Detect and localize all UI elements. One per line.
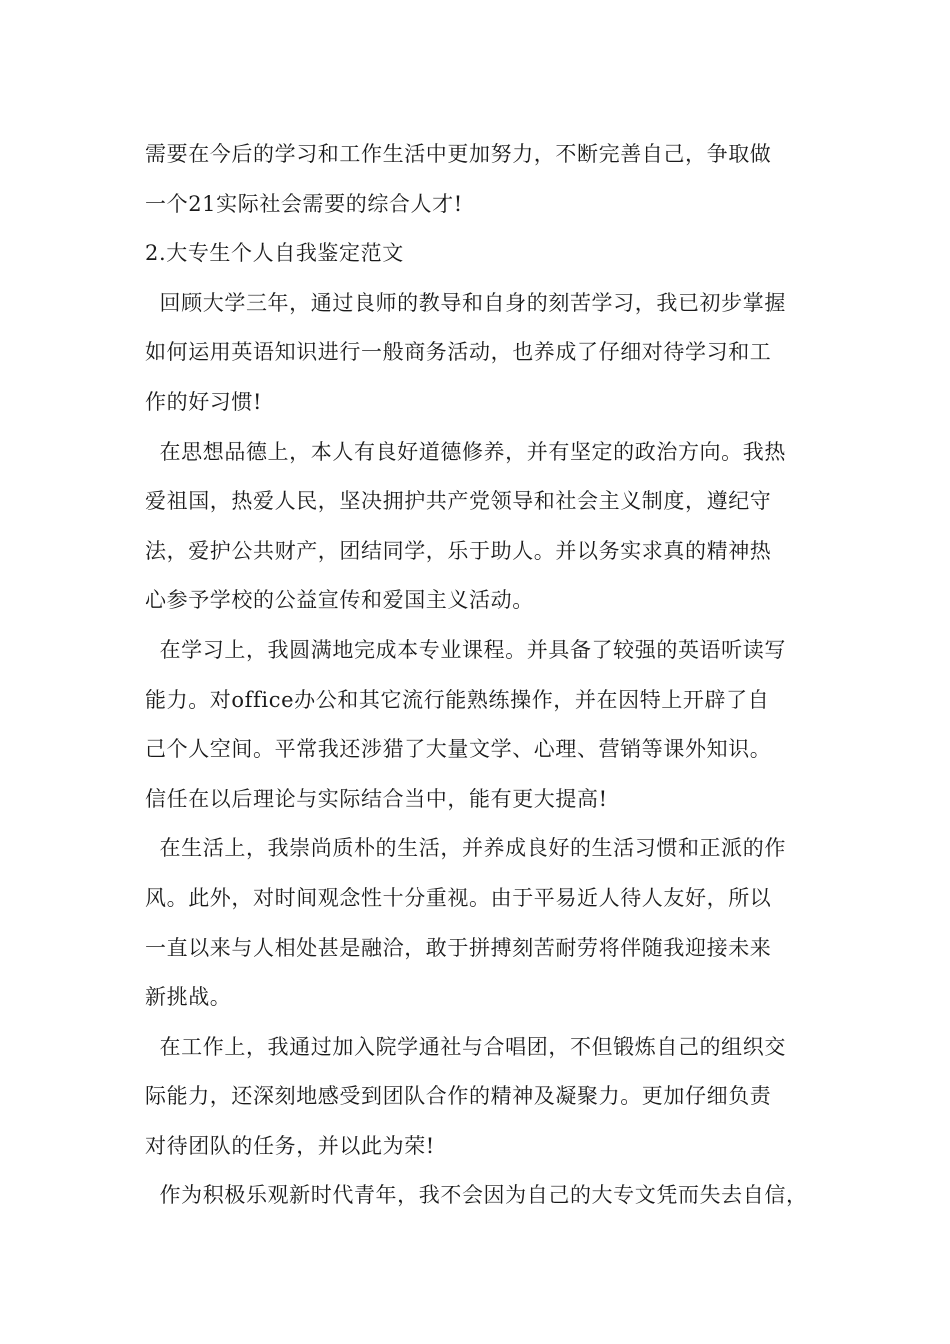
text-line: 新挑战。	[145, 985, 232, 1010]
text-line: 能力。对office办公和其它流行能熟练操作，并在因特上开辟了自	[145, 687, 770, 712]
text-line: 需要在今后的学习和工作生活中更加努力，不断完善自己，争取做	[145, 142, 772, 166]
text-line: 心参予学校的公益宣传和爱国主义活动。	[145, 588, 534, 613]
text-line: 对待团队的任务，并以此为荣!	[145, 1133, 435, 1158]
text-line: 作为积极乐观新时代青年，我不会因为自己的大专文凭而失去自信，	[145, 1183, 808, 1208]
text-line: 在思想品德上，本人有良好道德修养，并有坚定的政治方向。我热	[145, 439, 786, 464]
document-body	[145, 130, 825, 1221]
text-line: 一个21实际社会需要的综合人才!	[145, 191, 463, 216]
text-line: 如何运用英语知识进行一般商务活动，也养成了仔细对待学习和工	[145, 340, 772, 365]
text-line: 在工作上，我通过加入院学通社与合唱团，不但锻炼自己的组织交	[145, 1034, 786, 1059]
text-line: 回顾大学三年，通过良师的教导和自身的刻苦学习，我已初步掌握	[145, 290, 786, 315]
section-heading: 2.大专生个人自我鉴定范文	[145, 241, 404, 266]
text-line: 际能力，还深刻地感受到团队合作的精神及凝聚力。更加仔细负责	[145, 1084, 772, 1109]
text-line: 爱祖国，热爱人民，坚决拥护共产党领导和社会主义制度，遵纪守	[145, 489, 772, 514]
text-line: 一直以来与人相处甚是融洽，敢于拼搏刻苦耐劳将伴随我迎接未来	[145, 935, 772, 960]
text-line: 己个人空间。平常我还涉猎了大量文学、心理、营销等课外知识。	[145, 737, 772, 762]
text-line: 风。此外，对时间观念性十分重视。由于平易近人待人友好，所以	[145, 885, 772, 910]
text-line: 在生活上，我崇尚质朴的生活，并养成良好的生活习惯和正派的作	[145, 836, 786, 861]
text-line: 法，爱护公共财产，团结同学，乐于助人。并以务实求真的精神热	[145, 538, 772, 563]
text-line: 在学习上，我圆满地完成本专业课程。并具备了较强的英语听读写	[145, 637, 786, 662]
text-line: 信任在以后理论与实际结合当中，能有更大提高!	[145, 786, 608, 811]
text-line: 作的好习惯!	[145, 389, 263, 414]
